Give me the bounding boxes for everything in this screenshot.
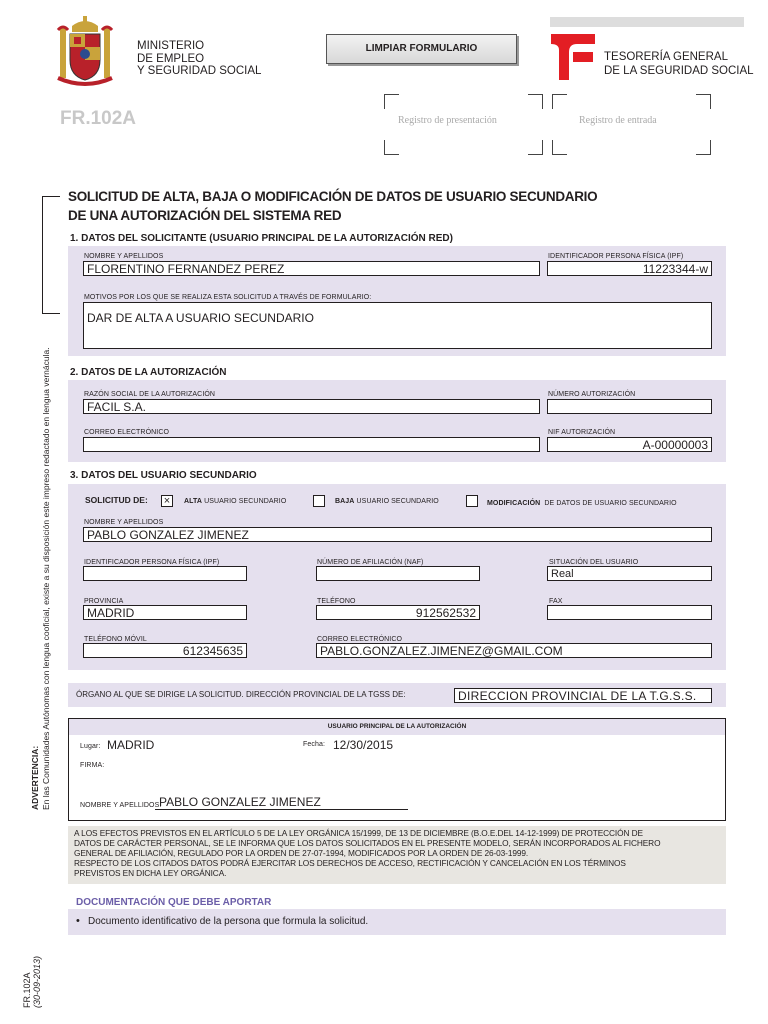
legal-line-3: GENERAL DE AFILIACIÓN, REGULADO POR LA ORDEN DE 27-07-1994, MODIFICADOS POR LA ORDEN DE 26-03-1999. — [74, 848, 529, 858]
baja-checkbox[interactable] — [313, 495, 325, 507]
tgss-line-1: TESORERÍA GENERAL — [604, 51, 728, 63]
modificacion-option-label — [487, 500, 677, 507]
coat-of-arms-logo — [50, 16, 120, 90]
registro-corner — [528, 94, 543, 109]
ministry-line-3: Y SEGURIDAD SOCIAL — [137, 65, 262, 77]
s3-telefono-field[interactable]: 912562532 — [316, 605, 480, 620]
tgss-name — [604, 50, 754, 78]
section2-heading: 2. DATOS DE LA AUTORIZACIÓN — [70, 367, 227, 378]
s2-numero-label: NÚMERO AUTORIZACIÓN — [548, 391, 636, 398]
s2-correo-field[interactable] — [83, 437, 540, 452]
fecha-value[interactable]: 12/30/2015 — [333, 738, 394, 752]
docs-heading: DOCUMENTACIÓN QUE DEBE APORTAR — [76, 897, 272, 908]
s2-razon-field[interactable]: FACIL S.A. — [83, 399, 540, 414]
alta-option-label — [184, 498, 286, 505]
baja-option-label — [335, 498, 439, 505]
s2-razon-label: RAZÓN SOCIAL DE LA AUTORIZACIÓN — [84, 391, 216, 398]
registro-corner — [552, 140, 567, 155]
s1-ipf-field[interactable]: 11223344-w — [547, 261, 712, 276]
form-code: FR.102A — [60, 108, 137, 129]
s3-provincia-field[interactable]: MADRID — [83, 605, 247, 620]
firma-header: USUARIO PRINCIPAL DE LA AUTORIZACIÓN — [327, 723, 467, 730]
s1-nombre-field[interactable]: FLORENTINO FERNANDEZ PEREZ — [83, 261, 540, 276]
s3-correo-label: CORREO ELECTRÓNICO — [317, 636, 403, 643]
alta-rest: USUARIO SECUNDARIO — [204, 498, 287, 505]
s3-fax-field[interactable] — [547, 605, 712, 620]
s3-ipf-field[interactable] — [83, 566, 247, 581]
registro-corner — [528, 140, 543, 155]
side-bracket — [42, 196, 60, 314]
section3-heading: 3. DATOS DEL USUARIO SECUNDARIO — [70, 470, 257, 481]
organo-field[interactable]: DIRECCION PROVINCIAL DE LA T.G.S.S. — [454, 688, 712, 703]
alta-checkbox[interactable]: × — [161, 495, 173, 507]
title-line-1: SOLICITUD DE ALTA, BAJA O MODIFICACIÓN DE DATOS DE USUARIO SECUNDARIO — [68, 189, 598, 204]
registro-corner — [384, 140, 399, 155]
docs-item: Documento identificativo de la persona que formula la solicitud. — [88, 916, 369, 927]
s3-nombre-field[interactable]: PABLO GONZALEZ JIMENEZ — [83, 527, 712, 542]
ministry-name — [137, 40, 261, 78]
s3-provincia-label: PROVINCIA — [84, 598, 124, 605]
s1-motivos-label: MOTIVOS POR LOS QUE SE REALIZA ESTA SOLICITUD A TRAVÉS DE FORMULARIO: — [84, 294, 372, 301]
organo-label: ÓRGANO AL QUE SE DIRIGE LA SOLICITUD. DIRECCIÓN PROVINCIAL DE LA TGSS DE: — [76, 690, 406, 699]
tgss-bar — [550, 17, 744, 27]
title-line-2: DE UNA AUTORIZACIÓN DEL SISTEMA RED — [68, 208, 342, 223]
tgss-logo — [549, 30, 597, 82]
side-date: (30-09-2013) — [32, 955, 42, 1008]
s3-naf-field[interactable] — [316, 566, 480, 581]
s3-telefono-label: TELÉFONO — [317, 598, 356, 605]
fecha-label: Fecha: — [303, 741, 325, 748]
s2-numero-field[interactable] — [547, 399, 712, 414]
lugar-label: Lugar: — [80, 743, 101, 750]
s2-nif-field[interactable]: A-00000003 — [547, 437, 712, 452]
baja-bold: BAJA — [335, 498, 355, 505]
legal-line-4: RESPECTO DE LOS CITADOS DATOS PODRÁ EJERCITAR LOS DERECHOS DE ACCESO, RECTIFICACIÓN Y CANCELACIÓN EN LOS TÉRMINOS — [74, 858, 626, 868]
firma-nombre-underline — [155, 809, 408, 810]
registro-entrada-label: Registro de entrada — [579, 115, 657, 126]
legal-text — [74, 828, 718, 878]
firma-nombre-label: NOMBRE Y APELLIDOS: — [80, 802, 162, 809]
clear-form-button[interactable]: LIMPIAR FORMULARIO — [326, 34, 517, 64]
registro-corner — [384, 94, 399, 109]
s3-movil-field[interactable]: 612345635 — [83, 643, 247, 658]
lugar-value[interactable]: MADRID — [107, 738, 155, 752]
modificacion-bold: MODIFICACIÓN — [487, 500, 541, 507]
registro-corner — [696, 140, 711, 155]
legal-line-1: A LOS EFECTOS PREVISTOS EN EL ARTÍCULO 5 DE LA LEY ORGÁNICA 15/1999, DE 13 DE DICIEMBRE (B.O.E.DEL 14-12-1999) DE PROTECCIÓN DE — [74, 828, 643, 838]
s1-ipf-label: IDENTIFICADOR PERSONA FÍSICA (IPF) — [548, 253, 684, 260]
legal-line-2: DATOS DE CARÁCTER PERSONAL, SE LE INFORMA QUE LOS DATOS SOLICITADOS EN EL PRESENTE MODELO, SERÁN INCORPORADOS AL FICHERO — [74, 838, 661, 848]
alta-bold: ALTA — [184, 498, 203, 505]
s3-fax-label: FAX — [549, 598, 563, 605]
s1-motivos-field[interactable]: DAR DE ALTA A USUARIO SECUNDARIO — [83, 302, 712, 349]
s3-naf-label: NÚMERO DE AFILIACIÓN (NAF) — [317, 559, 424, 566]
s3-ipf-label: IDENTIFICADOR PERSONA FÍSICA (IPF) — [84, 559, 220, 566]
ministry-line-1: MINISTERIO — [137, 40, 205, 52]
tgss-line-2: DE LA SEGURIDAD SOCIAL — [604, 65, 754, 77]
legal-line-5: PREVISTOS EN DICHA LEY ORGÁNICA. — [74, 868, 227, 878]
s3-nombre-label: NOMBRE Y APELLIDOS — [84, 519, 164, 526]
registro-corner — [696, 94, 711, 109]
side-warning — [30, 347, 51, 810]
s3-movil-label: TELÉFONO MÓVIL — [84, 636, 147, 643]
firma-nombre-value[interactable]: PABLO GONZALEZ JIMENEZ — [159, 795, 321, 809]
s1-nombre-label: NOMBRE Y APELLIDOS — [84, 253, 164, 260]
s3-situacion-field[interactable]: Real — [547, 566, 712, 581]
s3-correo-field[interactable]: PABLO.GONZALEZ.JIMENEZ@GMAIL.COM — [316, 643, 712, 658]
section1-heading: 1. DATOS DEL SOLICITANTE (USUARIO PRINCIPAL DE LA AUTORIZACIÓN RED) — [70, 233, 453, 244]
solicitud-de-label: SOLICITUD DE: — [85, 495, 148, 505]
modificacion-rest: DE DATOS DE USUARIO SECUNDARIO — [544, 500, 677, 507]
s2-nif-label: NIF AUTORIZACIÓN — [548, 429, 616, 436]
modificacion-checkbox[interactable] — [466, 495, 478, 507]
side-form-code — [22, 956, 42, 1008]
firma-label: FIRMA: — [80, 762, 105, 769]
side-warning-line-1: En las Comunidades Autónomas con lengua cooficial, existe a su disposición este impreso redactado en lengua vernácula. — [40, 347, 51, 810]
side-warning-title: ADVERTENCIA: — [30, 745, 40, 810]
baja-rest: USUARIO SECUNDARIO — [356, 498, 439, 505]
page-title — [68, 187, 597, 225]
registro-presentacion-label: Registro de presentación — [398, 115, 497, 126]
side-code: FR.102A — [22, 972, 32, 1008]
s3-situacion-label: SITUACIÓN DEL USUARIO — [549, 559, 639, 566]
registro-corner — [552, 94, 567, 109]
s2-correo-label: CORREO ELECTRÓNICO — [84, 429, 170, 436]
docs-bullet: • — [76, 915, 80, 927]
ministry-line-2: DE EMPLEO — [137, 52, 205, 65]
